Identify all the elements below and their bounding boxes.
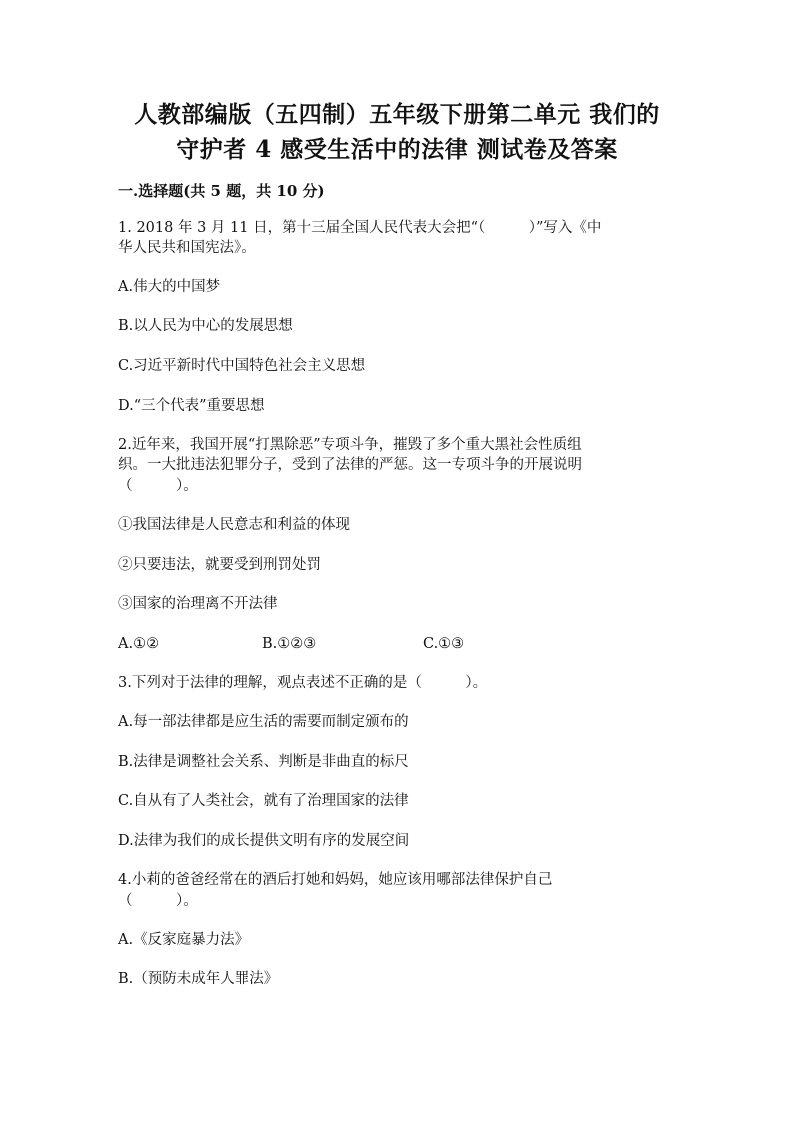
question-3-option-d: D.法律为我们的成长提供文明有序的发展空间 [118,833,410,849]
question-3-option-c: C.自从有了人类社会，就有了治理国家的法律 [118,793,409,809]
section-heading: 一.选择题(共 5 题，共 10 分) [118,182,325,200]
page-title-line-1: 人教部编版（五四制）五年级下册第二单元 我们的 [134,101,660,128]
question-3-stem: 3.下列对于法律的理解，观点表述不正确的是（ ）。 [118,675,488,691]
question-1-option-c: C.习近平新时代中国特色社会主义思想 [118,358,366,374]
question-4-option-a: A.《反家庭暴力法》 [118,932,250,948]
question-1-stem-line-2: 华人民共和国宪法》。 [118,240,256,256]
question-1-stem-line-1: 1. 2018 年 3 月 11 日，第十三届全国人民代表大会把“（ ）”写入《中 [118,220,602,236]
question-2-stem-line-3: （ ）。 [118,478,198,494]
question-2-option-b: B.①②③ [262,636,317,652]
question-2-stem-line-2: 织。一大批违法犯罪分子，受到了法律的严惩。这一专项斗争的开展说明 [118,457,582,473]
question-1-option-b: B.以人民为中心的发展思想 [118,318,293,334]
question-1-option-d: D.“三个代表”重要思想 [118,398,265,414]
question-3-option-b: B.法律是调整社会关系、判断是非曲直的标尺 [118,754,409,770]
question-2-stem-line-1: 2.近年来，我国开展“打黑除恶”专项斗争，摧毁了多个重大黑社会性质组 [118,437,582,453]
question-2-statement-1: ①我国法律是人民意志和利益的体现 [118,517,350,533]
question-2-option-a: A.①② [118,636,160,652]
question-1-option-a: A.伟大的中国梦 [118,279,221,295]
question-2-option-c: C.①③ [423,636,465,652]
question-4-stem-line-2: （ ）。 [118,893,198,909]
question-3-option-a: A.每一部法律都是应生活的需要而制定颁布的 [118,714,409,730]
question-2-options-row [118,634,678,654]
question-2-statement-3: ③国家的治理离不开法律 [118,596,278,612]
page-title-line-2: 守护者 4 感受生活中的法律 测试卷及答案 [176,136,618,163]
question-2-statement-2: ②只要违法，就要受到刑罚处罚 [118,557,321,573]
question-4-option-b: B.（预防未成年人罪法》 [118,971,279,987]
question-4-stem-line-1: 4.小莉的爸爸经常在的酒后打她和妈妈，她应该用哪部法律保护自己 [118,872,553,888]
